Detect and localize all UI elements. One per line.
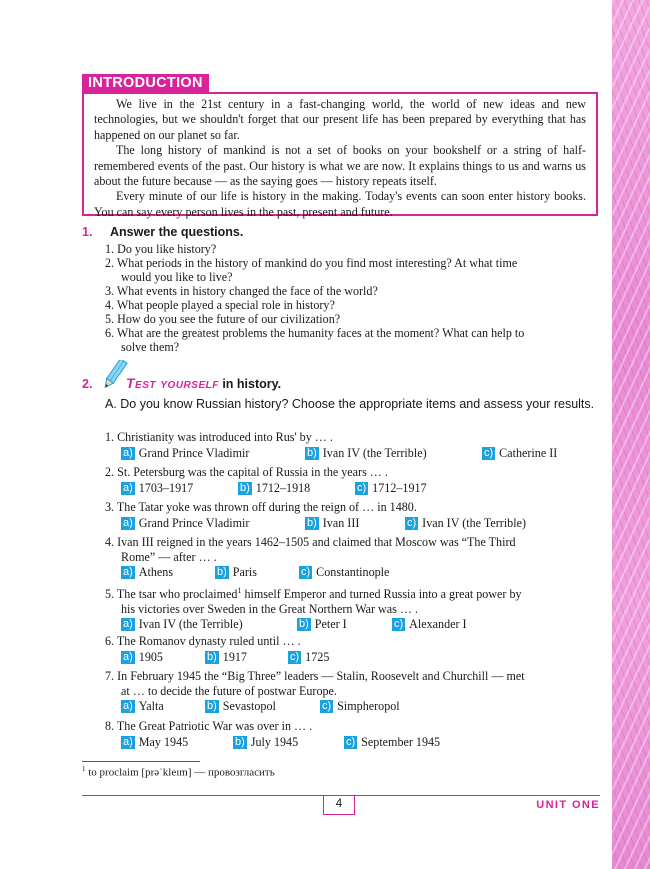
quiz-item: 4. Ivan III reigned in the years 1462–1505 and claimed that Moscow was “The Third Rome” — after … . a) Athens b) Paris c) Constantinople bbox=[105, 535, 516, 579]
footnote-ref: 1 bbox=[237, 586, 242, 595]
option-b[interactable]: b) July 1945 bbox=[235, 734, 299, 749]
exercise-title: Answer the questions. bbox=[110, 225, 244, 239]
question: 1. Do you like history? bbox=[105, 242, 217, 256]
option-a[interactable]: a) 1905 bbox=[123, 649, 163, 664]
option-c[interactable]: c) 1725 bbox=[290, 649, 330, 664]
exercise-number: 2. bbox=[82, 377, 93, 391]
option-b[interactable]: b) Paris bbox=[217, 565, 257, 579]
question: 4. What people played a special role in history? bbox=[105, 298, 335, 312]
footnote-divider bbox=[82, 761, 200, 762]
option-b[interactable]: b) Ivan III bbox=[307, 515, 360, 530]
question: 3. What events in history changed the face of the world? bbox=[105, 284, 378, 298]
quiz-item: 1. Christianity was introduced into Rus' by … . a) Grand Prince Vladimir b) Ivan IV (the Terrible) c) Catherine II bbox=[105, 430, 558, 460]
decorative-side-strip bbox=[612, 0, 650, 869]
option-c[interactable]: c) Ivan IV (the Terrible) bbox=[407, 515, 526, 530]
exercise-title: in history. bbox=[222, 377, 282, 391]
question: 5. How do you see the future of our civilization? bbox=[105, 312, 341, 326]
option-c[interactable]: c) Alexander I bbox=[394, 617, 467, 632]
quiz-item: 3. The Tatar yoke was thrown off during the reign of … in 1480. a) Grand Prince Vladimir b) Ivan III c) Ivan IV (the Terrible) bbox=[105, 500, 526, 530]
option-b[interactable]: b) Sevastopol bbox=[207, 699, 276, 713]
option-a[interactable]: a) Ivan IV (the Terrible) bbox=[123, 617, 243, 632]
quiz-item: 6. The Romanov dynasty ruled until … . a) 1905 b) 1917 c) 1725 bbox=[105, 634, 330, 664]
quiz-item: 2. St. Petersburg was the capital of Russia in the years … . a) 1703–1917 b) 1712–1918 c) 1712–1917 bbox=[105, 465, 427, 495]
section-a-instruction: A. Do you know Russian history? Choose the appropriate items and assess your results. bbox=[105, 397, 595, 411]
option-a[interactable]: a) May 1945 bbox=[123, 734, 189, 749]
option-c[interactable]: c) Simpheropol bbox=[322, 699, 400, 713]
option-a[interactable]: a) Grand Prince Vladimir bbox=[123, 445, 250, 460]
intro-heading: INTRODUCTION bbox=[82, 74, 209, 92]
option-a[interactable]: a) Yalta bbox=[123, 699, 164, 713]
quiz-item: 8. The Great Patriotic War was over in … . a) May 1945 b) July 1945 c) September 1945 bbox=[105, 719, 441, 749]
intro-paragraph: We live in the 21st century in a fast-changing world, the world of new ideas and new technologies, but we shouldn't forget that our present life has been prepared by everything that has happened on our planet so far. bbox=[94, 97, 586, 142]
option-a[interactable]: a) Grand Prince Vladimir bbox=[123, 515, 250, 530]
question-continuation: would you like to live? bbox=[121, 270, 233, 284]
exercise-2-heading bbox=[82, 375, 281, 391]
option-c[interactable]: c) 1712–1917 bbox=[357, 480, 427, 495]
question-continuation: solve them? bbox=[121, 340, 180, 354]
question: 6. What are the greatest problems the humanity faces at the moment? What can help to bbox=[105, 326, 525, 340]
option-b[interactable]: b) 1712–1918 bbox=[240, 480, 311, 495]
intro-paragraph: The long history of mankind is not a set of books on your bookshelf or a string of half-remembered events of the past. Our history is what we are now. It explains things to us and warns us about the future because — as the saying goes — history repeats itself. bbox=[94, 143, 586, 189]
option-c[interactable]: c) September 1945 bbox=[346, 734, 441, 749]
option-c[interactable]: c) Constantinople bbox=[301, 565, 390, 579]
option-a[interactable]: a) 1703–1917 bbox=[123, 480, 194, 495]
intro-paragraph: Every minute of our life is history in the making. Today's events can soon enter history books. You can say every person lives in the past, present and future. bbox=[94, 189, 586, 219]
quiz-item: 5. The tsar who proclaimed$^1$ himself Emperor and turned Russia into a great power by his victories over Sweden in the Great Northern War was … . a) Ivan IV (the Terrible) b) Peter I c) Alexander I bbox=[105, 586, 522, 632]
intro-box bbox=[82, 92, 598, 219]
footnote: $^1$ to proclaim [prəˈkleɪm] — провозгласить bbox=[82, 765, 275, 779]
question-list bbox=[105, 242, 599, 354]
option-a[interactable]: a) Athens bbox=[123, 565, 174, 579]
page-number: 4 bbox=[323, 795, 355, 815]
quiz-item: 7. In February 1945 the “Big Three” leaders — Stalin, Roosevelt and Churchill — met at … to decide the future of postwar Europe. a) Yalta b) Sevastopol c) Simpheropol bbox=[105, 669, 525, 713]
unit-label: UNIT ONE bbox=[536, 799, 600, 811]
option-b[interactable]: b) Ivan IV (the Terrible) bbox=[307, 445, 427, 460]
exercise-number: 1. bbox=[82, 225, 93, 239]
option-b[interactable]: b) 1917 bbox=[207, 649, 247, 664]
option-b[interactable]: b) Peter I bbox=[299, 617, 347, 632]
option-c[interactable]: c) Catherine II bbox=[484, 445, 558, 460]
question: 2. What periods in the history of mankind do you find most interesting? At what time bbox=[105, 256, 518, 270]
test-yourself-title: Test yourself bbox=[126, 375, 219, 391]
exercise-1-heading bbox=[82, 225, 243, 239]
